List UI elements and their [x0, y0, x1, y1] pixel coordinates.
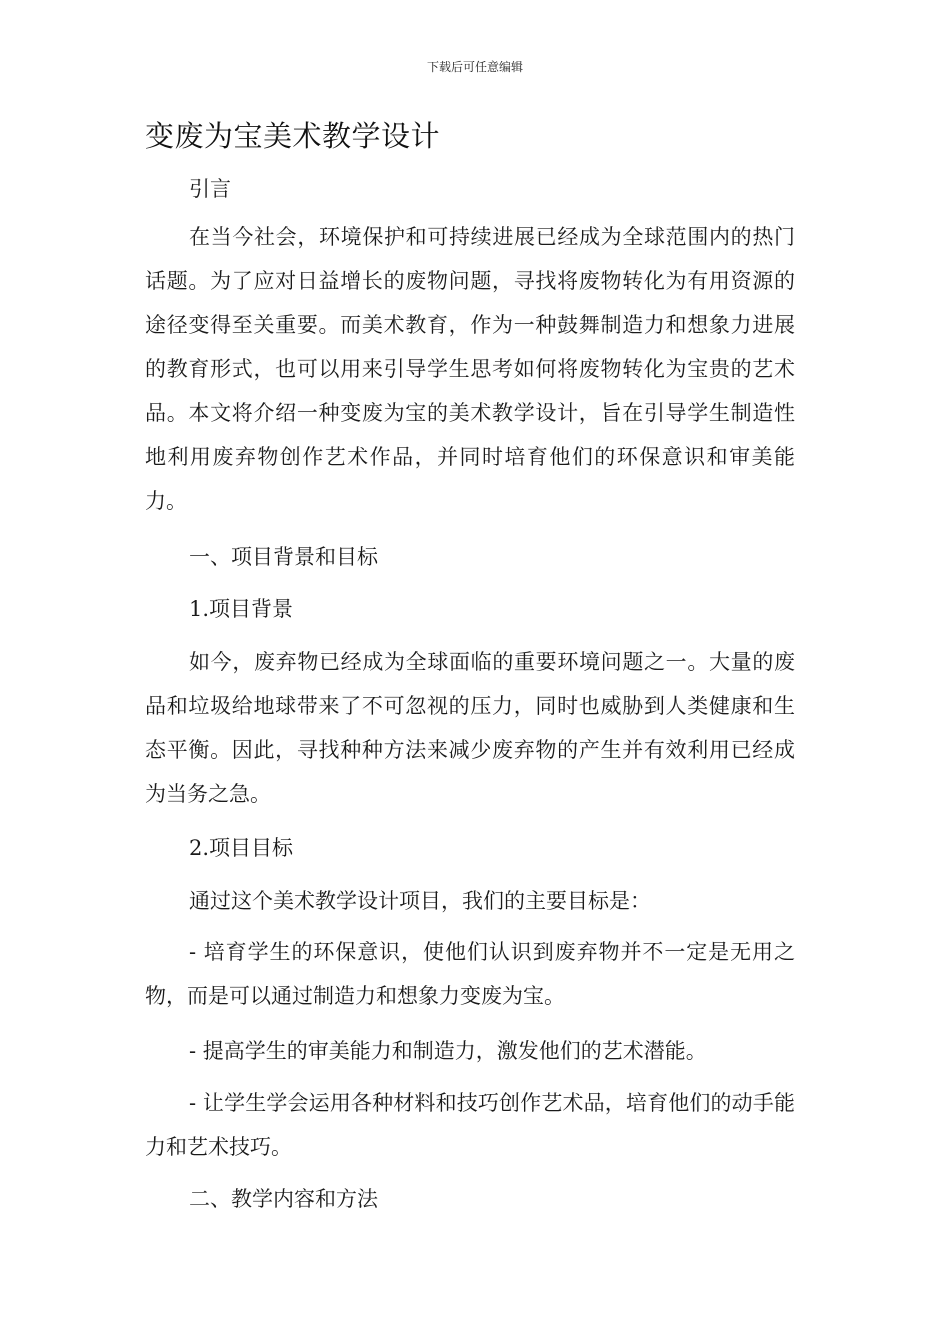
sub2-heading: 2.项目目标	[189, 836, 294, 860]
goal-item-3: - 让学生学会运用各种材料和技巧创作艺术品，培育他们的动手能力和艺术技巧。	[145, 1091, 795, 1159]
header-note: 下载后可任意编辑	[426, 60, 523, 74]
intro-paragraph: 在当今社会，环境保护和可持续进展已经成为全球范围内的热门话题。为了应对日益增长的废物问题，寻找将废物转化为有用资源的途径变得至关重要。而美术教育，作为一种鼓舞制造力和想象力进展的教育形式，也可以用来引导学生思考如何将废物转化为宝贵的艺术品。本文将介绍一种变废为宝的美术教学设计，旨在引导学生制造性地利用废弃物创作艺术作品，并同时培育他们的环保意识和审美能力。	[145, 225, 795, 513]
section2-heading: 二、教学内容和方法	[189, 1187, 378, 1211]
goal-item-1: - 培育学生的环保意识，使他们认识到废弃物并不一定是无用之物，而是可以通过制造力和想象力变废为宝。	[145, 940, 795, 1008]
sub2-intro: 通过这个美术教学设计项目，我们的主要目标是：	[189, 889, 651, 913]
document-title: 变废为宝美术教学设计	[145, 119, 441, 153]
sub1-heading: 1.项目背景	[189, 597, 294, 621]
sub1-paragraph: 如今，废弃物已经成为全球面临的重要环境问题之一。大量的废品和垃圾给地球带来了不可忽视的压力，同时也威胁到人类健康和生态平衡。因此，寻找种种方法来减少废弃物的产生并有效利用已经成为当务之急。	[145, 650, 795, 806]
intro-heading: 引言	[189, 177, 231, 201]
goal-item-2: - 提高学生的审美能力和制造力，激发他们的艺术潜能。	[189, 1039, 707, 1063]
section1-heading: 一、项目背景和目标	[189, 545, 378, 569]
